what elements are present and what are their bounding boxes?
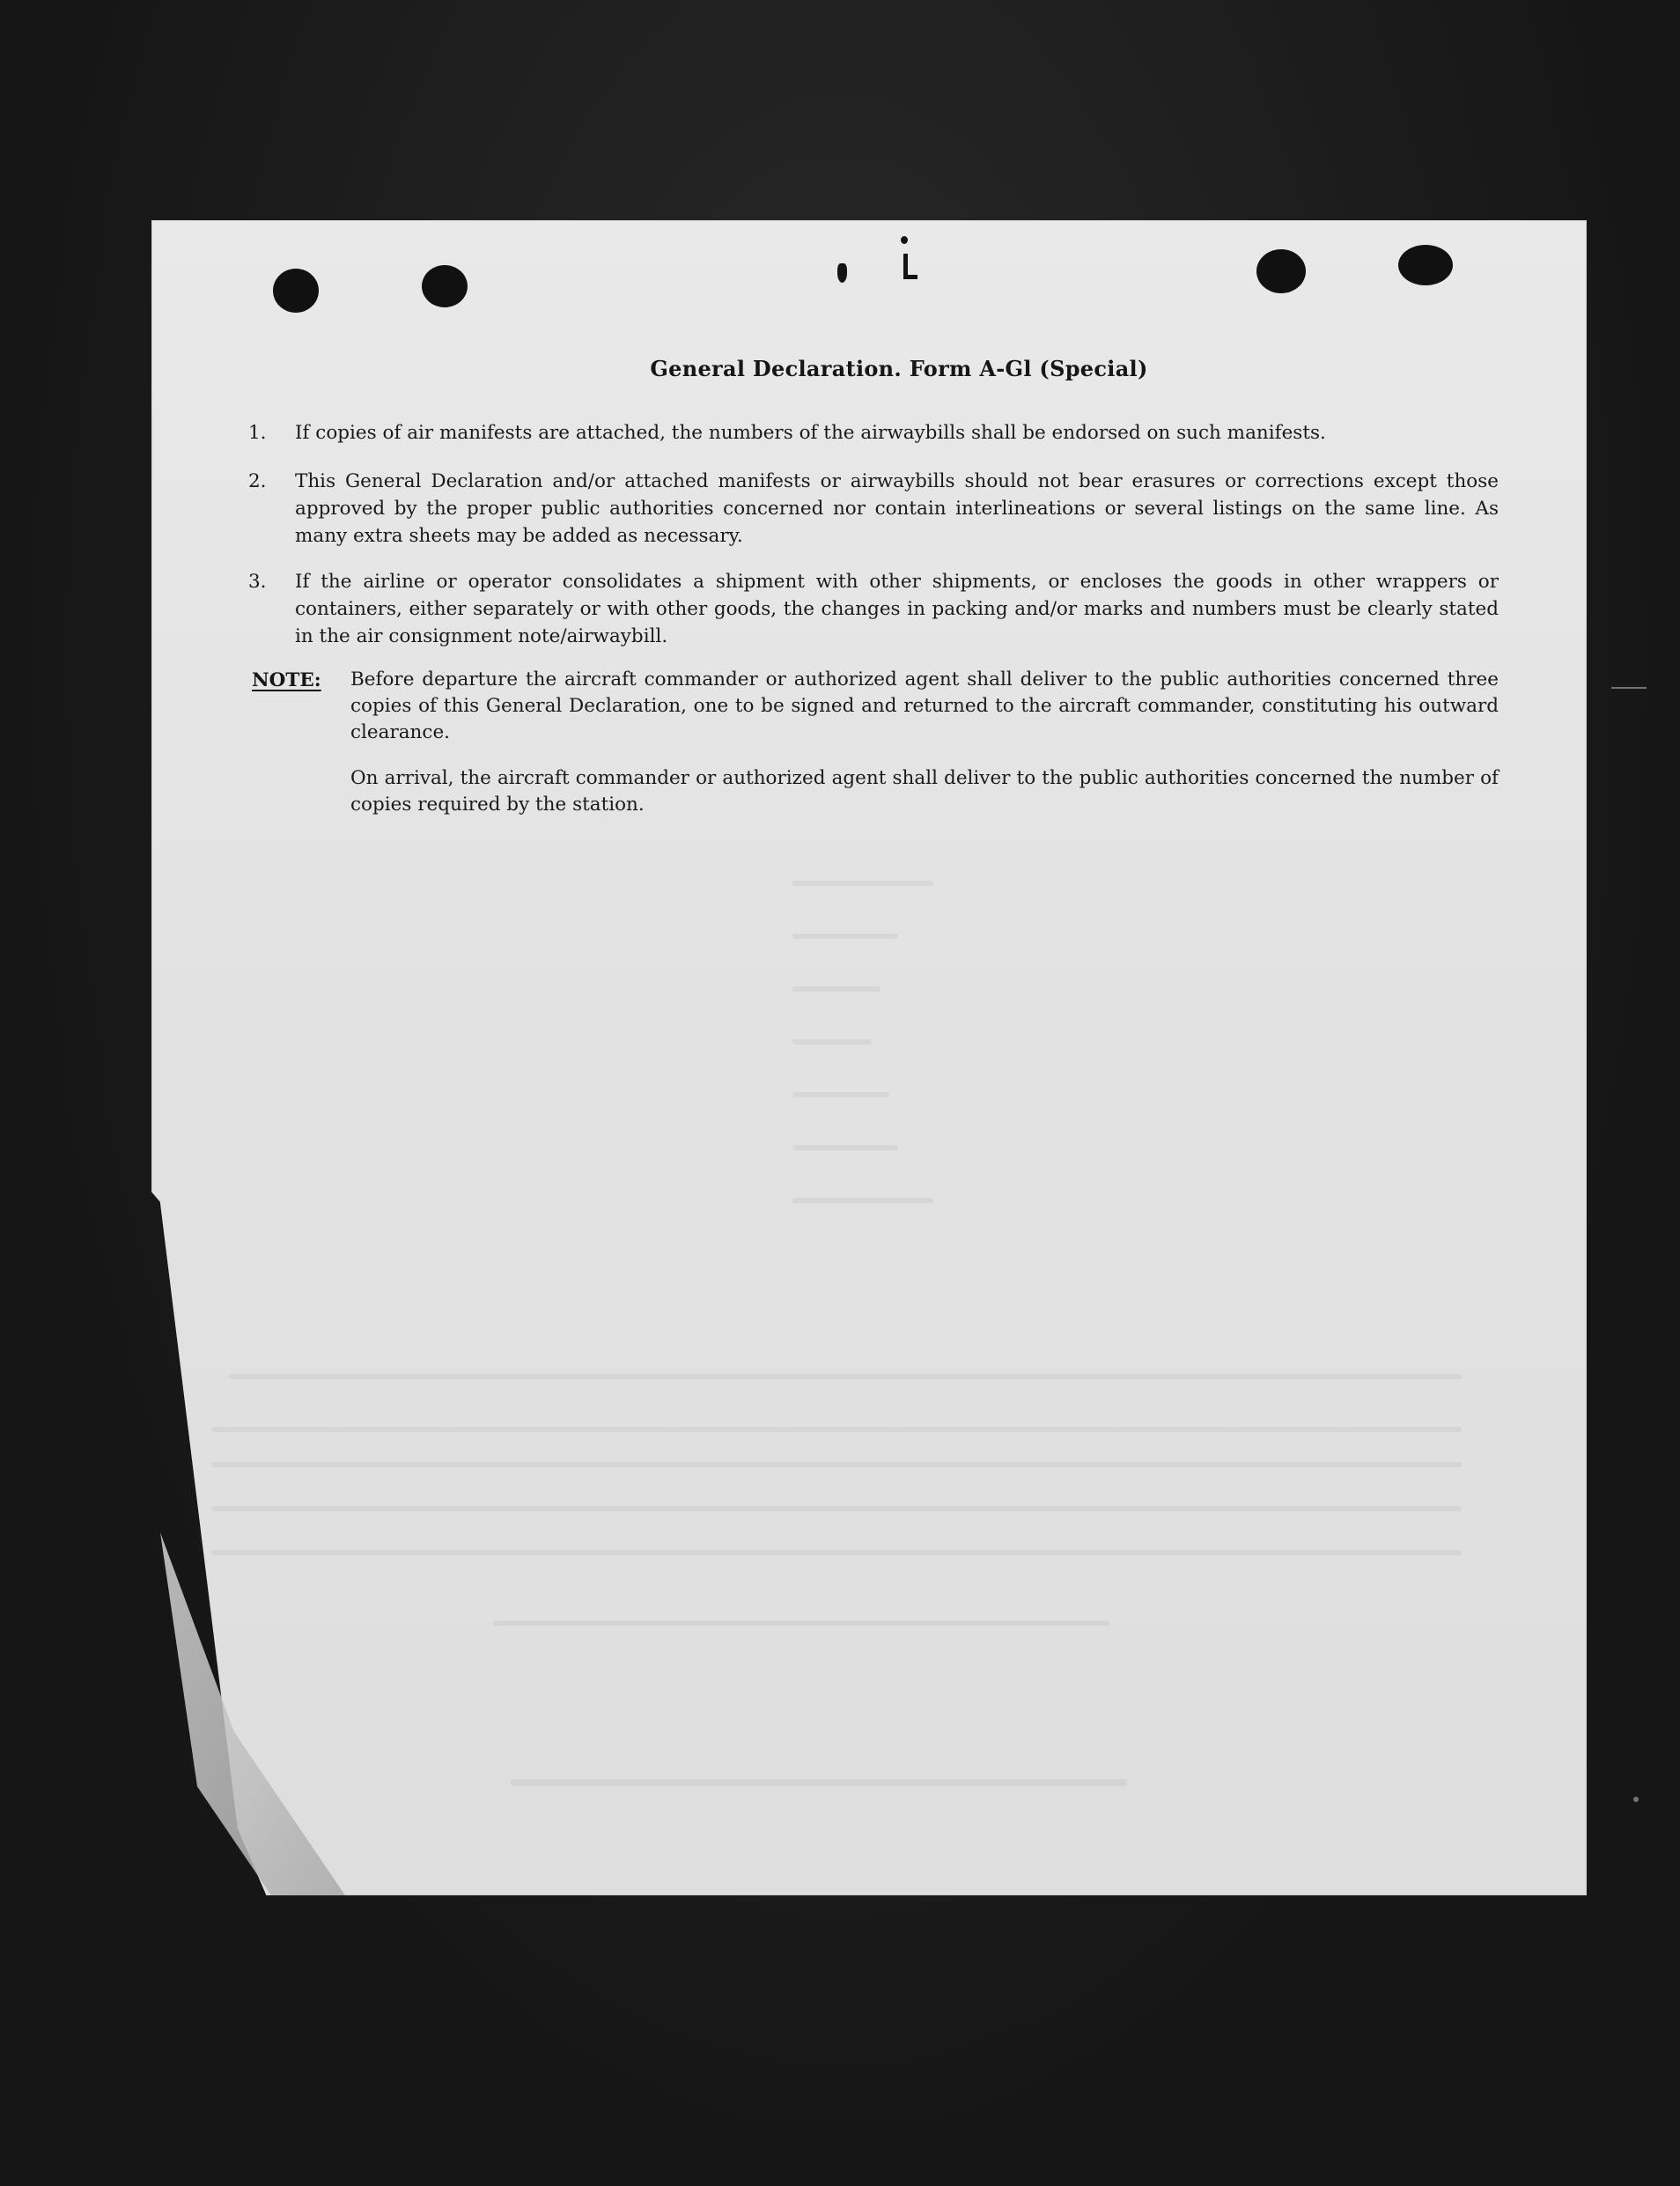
item-number: 2. bbox=[248, 470, 267, 492]
item-text: If copies of air manifests are attached, the numbers of the airwaybills shall be endorsed on such manifests. bbox=[295, 422, 1326, 444]
list-item bbox=[248, 568, 1499, 652]
ink-mark bbox=[901, 236, 908, 244]
note-label: NOTE: bbox=[252, 669, 321, 691]
ink-mark bbox=[837, 263, 847, 283]
document-title: General Declaration. Form A-Gl (Special) bbox=[650, 356, 1148, 381]
item-text: This General Declaration and/or attached manifests or airwaybills should not bear erasures or corrections except those approved by the proper public authorities concerned nor contain interlineations or several listings on the same line. As many extra sheets may be added as necessary. bbox=[295, 470, 1499, 547]
note-paragraph: Before departure the aircraft commander or authorized agent shall deliver to the public authorities concerned three copies of this General Declaration, one to be signed and returned to the aircraft commander, constituting his outward clearance. bbox=[350, 668, 1499, 743]
list-item bbox=[248, 419, 1499, 447]
punch-hole bbox=[422, 265, 468, 307]
list-item bbox=[248, 468, 1499, 551]
punch-hole bbox=[1256, 249, 1306, 293]
scan-artifact bbox=[1633, 1797, 1639, 1802]
item-number: 1. bbox=[248, 422, 267, 444]
item-text: If the airline or operator consolidates a shipment with other shipments, or encloses the goods in other wrappers or containers, either separately or with other goods, the changes in packing and/or marks and numbers must be clearly stated in the air consignment note/airwaybill. bbox=[295, 571, 1499, 647]
punch-hole bbox=[1398, 245, 1453, 285]
note-paragraph: On arrival, the aircraft commander or authorized agent shall deliver to the public authorities concerned the number of copies required by the station. bbox=[350, 767, 1499, 816]
ink-mark bbox=[903, 275, 917, 279]
punch-hole bbox=[273, 269, 319, 313]
scan-artifact bbox=[1611, 687, 1647, 689]
item-number: 3. bbox=[248, 571, 267, 593]
